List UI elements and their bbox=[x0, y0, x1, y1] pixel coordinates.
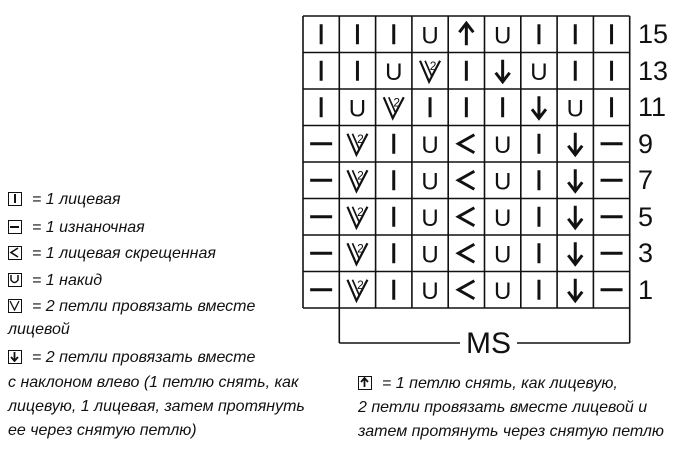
legend-knit: = 1 лицевая bbox=[8, 190, 121, 210]
stitch-down bbox=[568, 242, 582, 264]
legend-down-line-3: лицевую, 1 лицевая, затем протянуть bbox=[8, 398, 305, 415]
svg-text:U: U bbox=[530, 58, 548, 86]
stitch-yo bbox=[494, 241, 511, 268]
stitch-yo bbox=[530, 59, 547, 86]
chart-cells bbox=[310, 22, 622, 305]
stitch-twist bbox=[458, 281, 474, 299]
svg-text:U: U bbox=[493, 204, 512, 232]
row-number: 7 bbox=[638, 165, 654, 196]
stitch-down bbox=[532, 96, 546, 118]
stitch-yo bbox=[421, 132, 438, 159]
stitch-down bbox=[568, 279, 582, 301]
legend-up: = 1 петлю снять, как лицевую, bbox=[358, 374, 618, 394]
svg-text:U: U bbox=[421, 204, 439, 232]
svg-text:U: U bbox=[421, 131, 439, 159]
row-number: 9 bbox=[638, 128, 654, 159]
stitch-k2tog bbox=[347, 278, 367, 301]
up-arrow-icon bbox=[358, 376, 372, 390]
down-arrow-icon bbox=[8, 350, 22, 364]
svg-text:2: 2 bbox=[357, 204, 364, 219]
svg-text:U: U bbox=[493, 241, 512, 269]
stitch-yo bbox=[494, 205, 511, 232]
stitch-yo bbox=[385, 59, 402, 86]
stitch-twist bbox=[458, 208, 474, 226]
svg-text:U: U bbox=[421, 22, 439, 50]
stitch-yo bbox=[567, 95, 584, 122]
svg-text:U: U bbox=[421, 168, 439, 196]
row-number: 5 bbox=[638, 201, 654, 232]
svg-text:U: U bbox=[385, 58, 403, 86]
svg-text:2: 2 bbox=[357, 131, 364, 146]
stitch-twist bbox=[458, 244, 474, 262]
stitch-yo bbox=[421, 168, 438, 195]
svg-text:U: U bbox=[493, 277, 512, 305]
stitch-k2tog bbox=[347, 168, 367, 191]
row-number: 11 bbox=[638, 92, 667, 123]
repeat-label: MS bbox=[460, 327, 517, 361]
legend-twist: = 1 лицевая скрещенная bbox=[8, 244, 216, 264]
svg-text:2: 2 bbox=[429, 58, 437, 73]
svg-text:U: U bbox=[493, 22, 512, 50]
legend-down-line-2: с наклоном влево (1 петлю снять, как bbox=[8, 374, 299, 391]
svg-text:U: U bbox=[566, 95, 584, 123]
legend-up-line-3: затем протянуть через снятую петлю bbox=[358, 423, 664, 440]
twist-symbol-icon bbox=[8, 246, 22, 260]
stitch-down bbox=[568, 169, 582, 191]
purl-symbol-icon bbox=[8, 220, 22, 234]
legend-k2tog-cont: лицевой bbox=[8, 321, 70, 338]
knit-symbol-icon bbox=[8, 192, 22, 206]
legend-down: = 2 петли провязать вместе bbox=[8, 348, 255, 368]
svg-text:U: U bbox=[348, 95, 367, 123]
legend-k2tog: = 2 петли провязать вместе bbox=[8, 297, 255, 317]
legend-purl: = 1 изнаночная bbox=[8, 218, 145, 238]
stitch-yo bbox=[494, 132, 511, 159]
yo-symbol-icon bbox=[8, 273, 22, 287]
row-number: 1 bbox=[638, 274, 654, 305]
stitch-down bbox=[496, 60, 510, 82]
stitch-yo bbox=[421, 241, 438, 268]
svg-text:2: 2 bbox=[357, 277, 364, 292]
stitch-yo bbox=[349, 95, 366, 122]
stitch-down bbox=[568, 133, 582, 155]
stitch-yo bbox=[494, 168, 511, 195]
row-number: 15 bbox=[638, 19, 669, 50]
stitch-k2tog bbox=[347, 241, 367, 264]
stitch-yo bbox=[494, 278, 511, 305]
svg-text:U: U bbox=[421, 277, 439, 305]
stitch-yo bbox=[421, 22, 438, 49]
stitch-k2tog bbox=[347, 205, 367, 228]
svg-text:2: 2 bbox=[357, 241, 364, 256]
stitch-yo bbox=[421, 205, 438, 232]
stitch-yo bbox=[421, 278, 438, 305]
k2tog-symbol-icon bbox=[8, 299, 22, 313]
stitch-up bbox=[459, 23, 473, 45]
stitch-yo bbox=[494, 22, 511, 49]
legend-yo: = 1 накид bbox=[8, 271, 102, 291]
stitch-k2tog bbox=[420, 59, 440, 82]
stitch-twist bbox=[458, 135, 474, 153]
svg-text:2: 2 bbox=[393, 95, 401, 110]
svg-text:2: 2 bbox=[357, 168, 364, 183]
row-number: 3 bbox=[638, 238, 654, 269]
stitch-down bbox=[568, 206, 582, 228]
svg-text:U: U bbox=[421, 241, 439, 269]
svg-text:U: U bbox=[493, 168, 512, 196]
legend-down-line-4: ее через снятую петлю) bbox=[8, 422, 197, 439]
svg-text:U: U bbox=[493, 131, 512, 159]
stitch-k2tog bbox=[347, 132, 367, 155]
legend-up-line-2: 2 петли провязать вместе лицевой и bbox=[358, 399, 648, 416]
stitch-k2tog bbox=[384, 95, 404, 118]
chart-grid bbox=[303, 16, 630, 308]
row-number: 13 bbox=[638, 55, 669, 86]
stitch-twist bbox=[458, 171, 474, 189]
